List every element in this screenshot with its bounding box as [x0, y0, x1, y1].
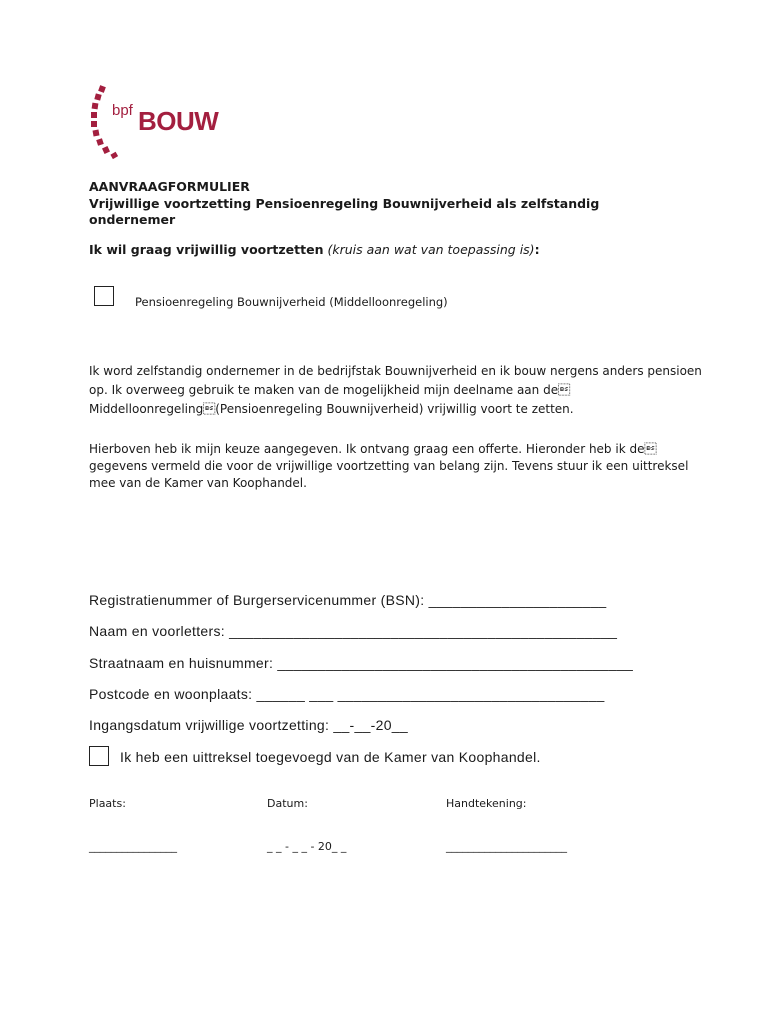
logo-bpf-text: bpf	[112, 102, 133, 119]
instruction-italic: (kruis aan wat van toepassing is)	[327, 242, 535, 257]
kvk-option-label: Ik heb een uittreksel toegevoegd van de Kamer van Koophandel.	[120, 749, 541, 765]
middelloon-option-label: Pensioenregeling Bouwnijverheid (Middelloonregeling)	[135, 295, 448, 309]
kvk-checkbox[interactable]	[89, 746, 109, 766]
bsn-field[interactable]: Registratienummer of Burgerservicenummer (BSN): ______________________	[89, 592, 607, 608]
ingangsdatum-field[interactable]: Ingangsdatum vrijwillige voortzetting: __-__-20__	[89, 717, 408, 733]
datum-label: Datum:	[267, 797, 308, 810]
middelloon-checkbox[interactable]	[94, 286, 114, 306]
form-title: AANVRAAGFORMULIER	[89, 179, 250, 194]
handtekening-line[interactable]: ______________________	[446, 840, 567, 853]
handtekening-label: Handtekening:	[446, 797, 527, 810]
logo-bouw-text: BOUW	[138, 106, 219, 136]
plaats-label: Plaats:	[89, 797, 126, 810]
bpfbouw-logo	[86, 84, 226, 160]
plaats-line[interactable]: ________________	[89, 840, 177, 853]
form-subtitle: Vrijwillige voortzetting Pensioenregeling Bouwnijverheid als zelfstandig ondernemer	[89, 196, 600, 227]
instruction-bold: Ik wil graag vrijwillig voortzetten	[89, 242, 324, 257]
offer-paragraph: Hierboven heb ik mijn keuze aangegeven. Ik ontvang graag een offerte. Hieronder heb ik de gegevens vermeld die voor de vrijwillige voortzetting van belang zijn. Tevens stuur ik een uittreksel mee van de Kamer van Koophandel.	[89, 442, 689, 490]
intro-paragraph: Ik word zelfstandig ondernemer in de bedrijfstak Bouwnijverheid en ik bouw nergens anders pensioen op. Ik overweeg gebruik te maken van de mogelijkheid mijn deelname aan de Middelloonregeling(Pensioenregeling Bouwnijverheid) vrijwillig voort te zetten.	[89, 364, 702, 416]
naam-field[interactable]: Naam en voorletters: ________________________________________________	[89, 623, 618, 639]
instruction-colon: :	[534, 242, 540, 257]
postcode-field[interactable]: Postcode en woonplaats: ______ ___ _________________________________	[89, 686, 605, 702]
straat-field[interactable]: Straatnaam en huisnummer: ____________________________________________	[89, 655, 634, 671]
logo-arc-icon	[86, 84, 136, 160]
instruction	[89, 242, 540, 258]
datum-line[interactable]: _ _ - _ _ - 20_ _	[267, 840, 347, 853]
